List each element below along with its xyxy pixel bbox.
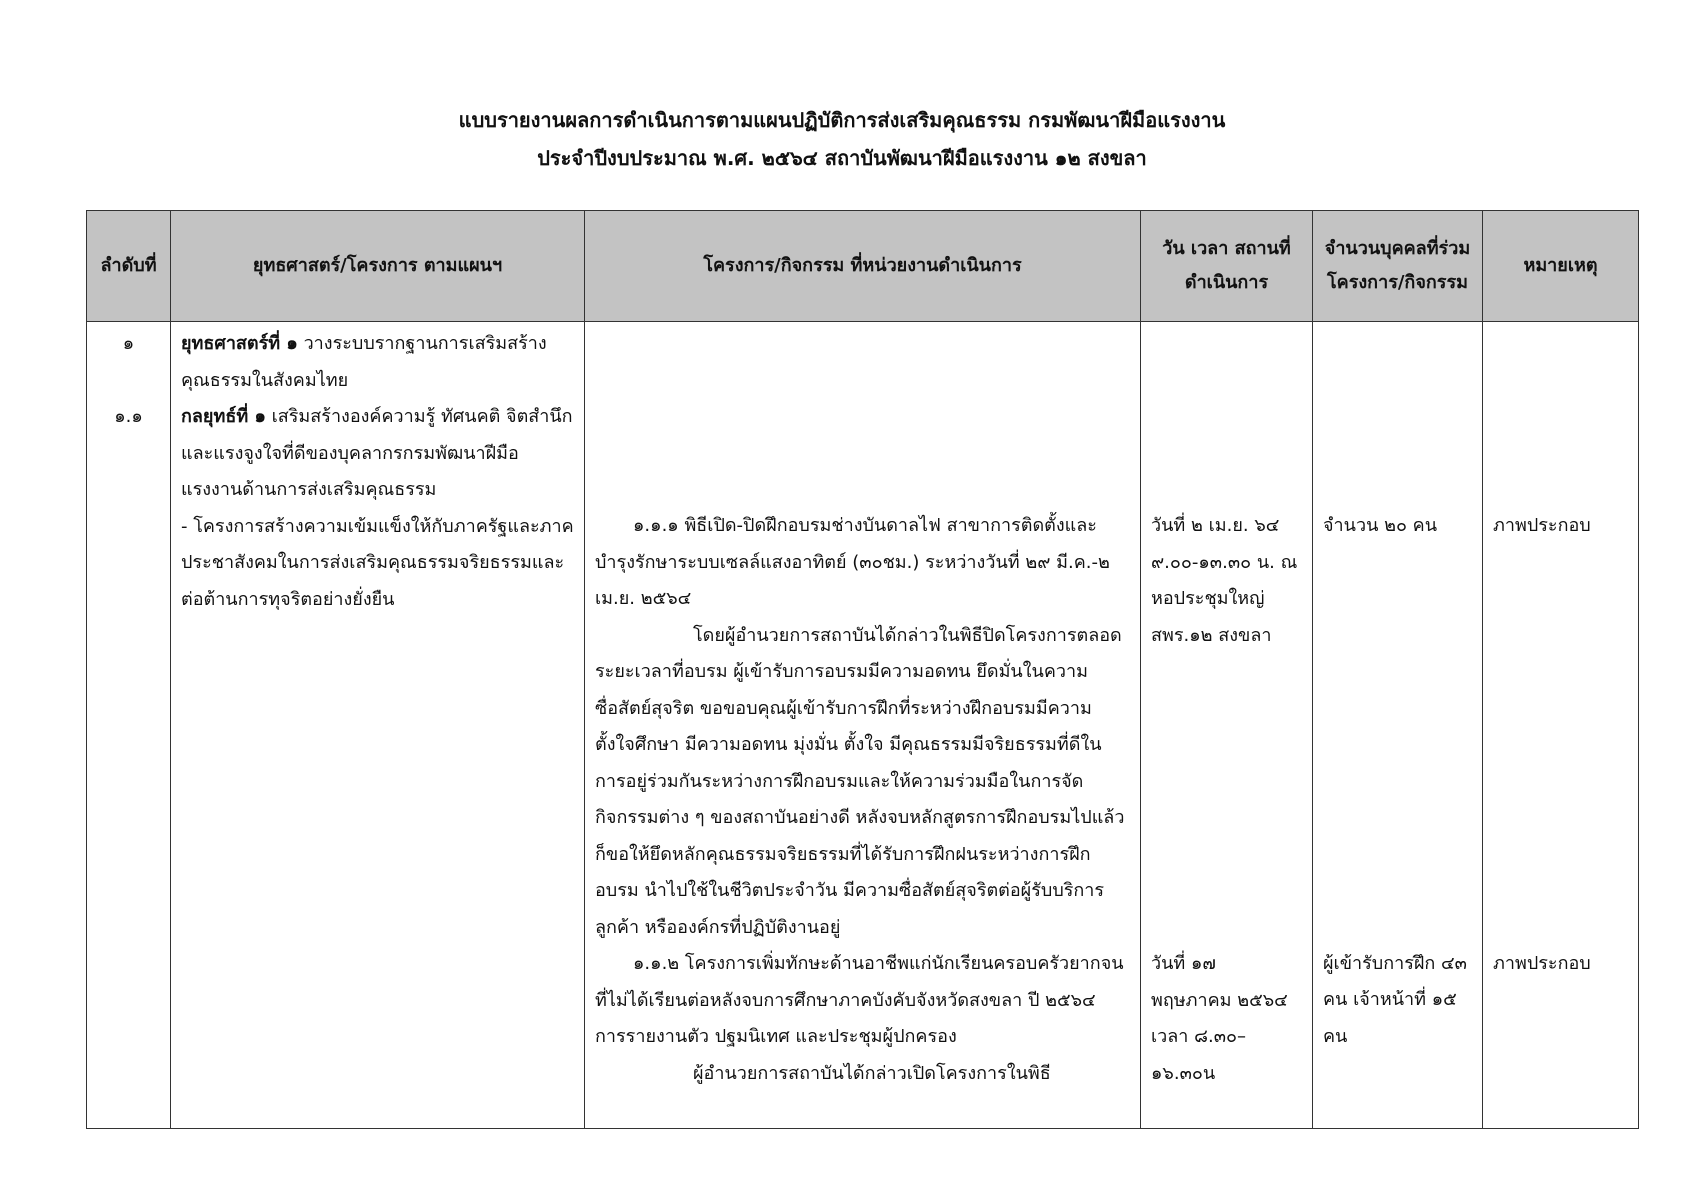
cell-remark (1483, 322, 1639, 1129)
report-table (86, 210, 1639, 1129)
no-main: ๑ (122, 333, 135, 354)
header-no: ลำดับที่ (87, 211, 171, 322)
cell-activity (585, 322, 1141, 1129)
tactic-label: กลยุทธ์ที่ ๑ (181, 406, 266, 427)
document-title-line1: แบบรายงานผลการดำเนินการตามแผนปฏิบัติการส่งเสริมคุณธรรม กรมพัฒนาฝีมือแรงงาน (458, 108, 1226, 132)
header-remark: หมายเหตุ (1483, 211, 1639, 322)
cell-participants (1313, 322, 1483, 1129)
strategy-text: วางระบบรากฐานการเสริมสร้างคุณธรรมในสังคมไทย (181, 333, 547, 391)
table-row (87, 322, 1639, 1129)
cell-no (87, 322, 171, 1129)
header-activity: โครงการ/กิจกรรม ที่หน่วยงานดำเนินการ (585, 211, 1141, 322)
strategy-paragraph (181, 326, 574, 399)
activity-2: ๑.๑.๒ โครงการเพิ่มทักษะด้านอาชีพแก่นักเรียนครอบครัวยากจนที่ไม่ได้เรียนต่อหลังจบการศึกษาภาคบังคับจังหวัดสงขลา ปี ๒๕๖๔ การรายงานตัว ปฐมนิเทศ และประชุมผู้ปกครอง (595, 953, 1124, 1047)
cell-strategy (171, 322, 585, 1129)
datetime-2: วันที่ ๑๗ พฤษภาคม ๒๕๖๔ เวลา ๘.๓๐–๑๖.๓๐น (1151, 953, 1288, 1084)
participants-2: ผู้เข้ารับการฝึก ๔๓ คน เจ้าหน้าที่ ๑๕ คน (1323, 952, 1467, 1047)
activity-1-detail: โดยผู้อำนวยการสถาบันได้กล่าวในพิธีปิดโครงการตลอดระยะเวลาที่อบรม ผู้เข้ารับการอบรมมีความอดทน ยึดมั่นในความซื่อสัตย์สุจริต ขอขอบคุณผู้เข้ารับการฝึกที่ระหว่างฝึกอบรมมีความตั้งใจศึกษา มีความอดทน มุ่งมั่น ตั้งใจ มีคุณธรรมมีจริยธรรมที่ดีในการอยู่ร่วมกันระหว่างการฝึกอบรมและให้ความร่วมมือในการจัดกิจกรรมต่าง ๆ ของสถาบันอย่างดี หลังจบหลักสูตรการฝึกอบรมไปแล้วก็ขอให้ยึดหลักคุณธรรมจริยธรรมที่ได้รับการฝึกฝนระหว่างการฝึกอบรม นำไปใช้ในชีวิตประจำวัน มีความซื่อสัตย์สุจริตต่อผู้รับบริการ ลูกค้า หรือองค์กรที่ปฏิบัติงานอยู่ (595, 624, 1125, 938)
remark-2: ภาพประกอบ (1493, 952, 1591, 974)
header-row (87, 211, 1639, 322)
header-strategy: ยุทธศาสตร์/โครงการ ตามแผนฯ (171, 211, 585, 322)
header-participants: จำนวนบุคคลที่ร่วมโครงการ/กิจกรรม (1313, 211, 1483, 322)
remark-1: ภาพประกอบ (1493, 515, 1591, 536)
activity-2-detail: ผู้อำนวยการสถาบันได้กล่าวเปิดโครงการในพิธี (693, 1062, 1051, 1084)
strategy-label: ยุทธศาสตร์ที่ ๑ (181, 333, 298, 354)
participants-1: จำนวน ๒๐ คน (1323, 515, 1438, 536)
cell-datetime (1141, 322, 1313, 1129)
no-sub: ๑.๑ (114, 406, 143, 427)
activity-1: ๑.๑.๑ พิธีเปิด-ปิดฝึกอบรมช่างบันดาลไฟ สาขาการติดตั้งและบำรุงรักษาระบบเซลล์แสงอาทิตย์ (๓๐ชม.) ระหว่างวันที่ ๒๙ มี.ค.-๒ เม.ย. ๒๕๖๔ (595, 515, 1110, 609)
tactic-paragraph (181, 399, 574, 509)
document-title-line2: ประจำปีงบประมาณ พ.ศ. ๒๕๖๔ สถาบันพัฒนาฝีมือแรงงาน ๑๒ สงขลา (537, 146, 1147, 170)
datetime-1: วันที่ ๒ เม.ย. ๖๔ ๙.๐๐-๑๓.๓๐ น. ณ หอประชุมใหญ่ สพร.๑๒ สงขลา (1151, 515, 1298, 646)
header-datetime: วัน เวลา สถานที่ดำเนินการ (1141, 211, 1313, 322)
project-text: - โครงการสร้างความเข้มแข็งให้กับภาครัฐและภาคประชาสังคมในการส่งเสริมคุณธรรมจริยธรรมและต่อต้านการทุจริตอย่างยั่งยืน (181, 515, 574, 610)
tactic-text: เสริมสร้างองค์ความรู้ ทัศนคติ จิตสำนึกและแรงจูงใจที่ดีของบุคลากรกรมพัฒนาฝีมือแรงงานด้านการส่งเสริมคุณธรรม (181, 406, 573, 500)
